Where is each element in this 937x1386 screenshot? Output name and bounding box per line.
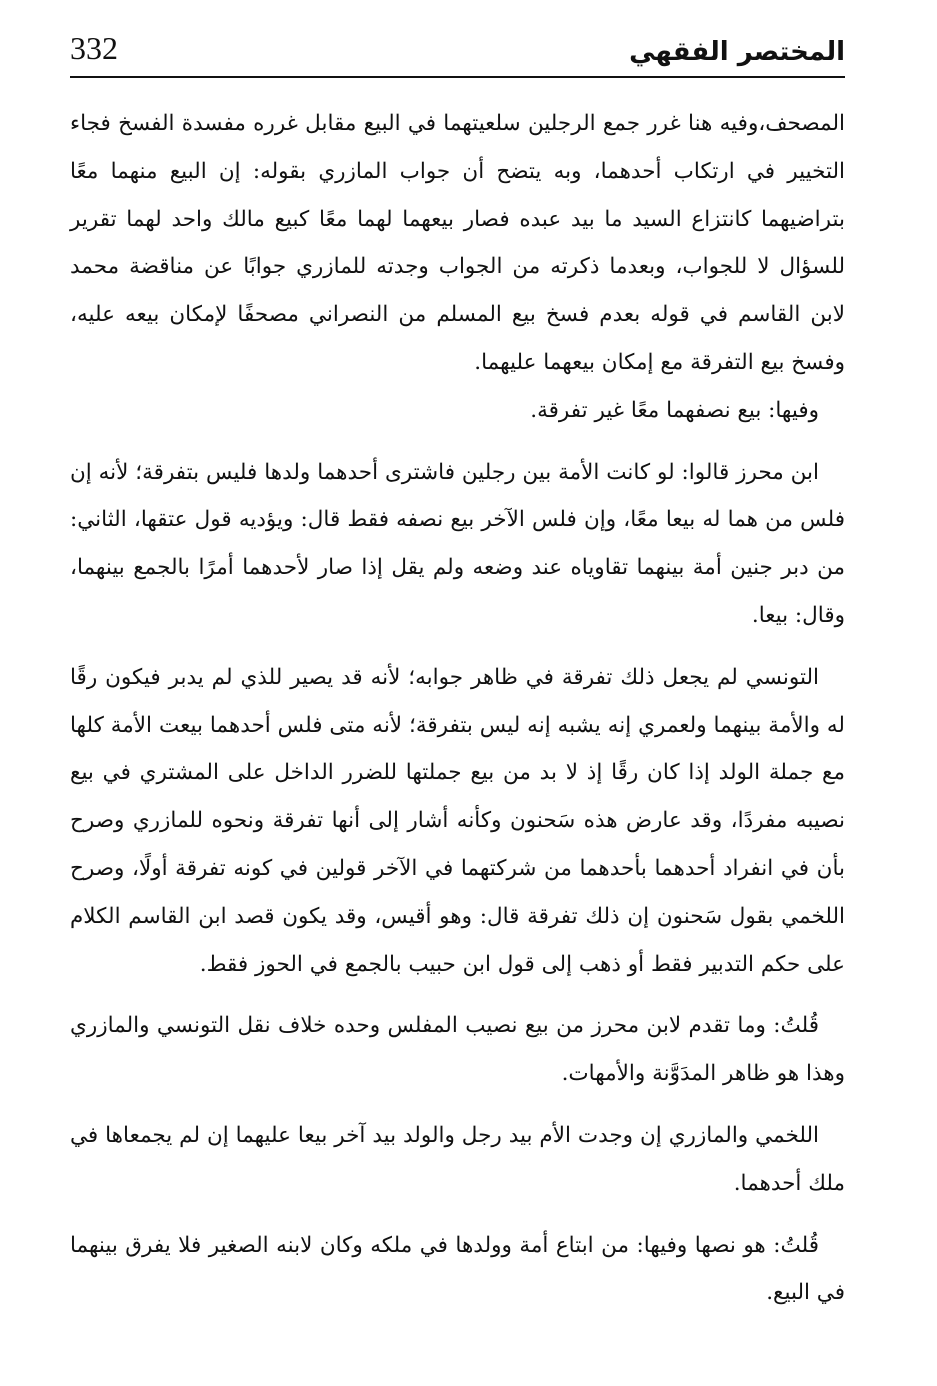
paragraph: التونسي لم يجعل ذلك تفرقة في ظاهر جوابه؛ لأنه قد يصير للذي لم يدبر فيكون رقًا له والأمة بينهما ولعمري إنه يشبه إنه ليس بتفرقة؛ لأنه متى فلس أحدهما بيعت الأمة كلها مع جملة الولد إذا كان رقًا إذ لا بد من بيع جملتها للضرر الداخل على المشتري في بيع نصيبه مفردًا، وقد عارض هذه سَحنون وكأنه أشار إلى أنها تفرقة ونحوه للمازري وصرح بأن في انفراد أحدهما بأحدهما من شركتهما في الآخر قولين في كونه تفرقة أولًا، وصرح اللخمي بقول سَحنون إن ذلك تفرقة قال: وهو أقيس، وقد يكون قصد ابن القاسم الكلام على حكم التدبير فقط أو ذهب إلى قول ابن حبيب بالجمع في الحوز فقط. xyxy=(70,664,845,977)
page-number: 332 xyxy=(70,30,118,66)
paragraph: ابن محرز قالوا: لو كانت الأمة بين رجلين فاشترى أحدهما ولدها فليس بتفرقة؛ لأنه إن فلس من هما له بيعا معًا، وإن فلس الآخر بيع نصفه فقط قال: ويؤديه قول عتقها، الثاني: من دبر جنين أمة بينهما تقاوياه عند وضعه ولم يقل إذا صار لأحدهما أمرًا بالجمع بينهما، وقال: بيعا. xyxy=(70,459,845,628)
paragraph: اللخمي والمازري إن وجدت الأم بيد رجل والولد بيد آخر بيعا عليهما إن لم يجمعاها في ملك أحدهما. xyxy=(70,1122,845,1196)
paragraph: قُلتُ: هو نصها وفيها: من ابتاع أمة وولدها في ملكه وكان لابنه الصغير فلا يفرق بينهما في البيع. xyxy=(70,1232,845,1306)
book-page xyxy=(70,26,845,1331)
paragraph: قُلتُ: وما تقدم لابن محرز من بيع نصيب المفلس وحده خلاف نقل التونسي والمازري وهذا هو ظاهر المدَوَّنة والأمهات. xyxy=(70,1013,845,1087)
page-body xyxy=(70,100,845,1317)
paragraph: المصحف،وفيه هنا غرر جمع الرجلين سلعيتهما في البيع مقابل غرره مفسدة الفسخ فجاء التخيير في ارتكاب أحدهما، وبه يتضح أن جواب المازري بقوله: إن البيع منهما معًا بتراضيهما كانتزاع السيد ما بيد عبده فصار بيعهما لهما معًا كبيع مالك واحد لهما تقرير للسؤال لا للجواب، وبعدما ذكرته من الجواب وجدته للمازري جوابًا عن مناقضة محمد لابن القاسم في قوله بعدم فسخ بيع المسلم من النصراني مصحفًا لإمكان بيعه عليه، وفسخ بيع التفرقة مع إمكان بيعهما عليهما. xyxy=(70,111,845,375)
paragraph: وفيها: بيع نصفهما معًا غير تفرقة. xyxy=(530,397,819,423)
page-header xyxy=(70,26,845,78)
book-title: المختصر الفقهي xyxy=(629,37,845,67)
